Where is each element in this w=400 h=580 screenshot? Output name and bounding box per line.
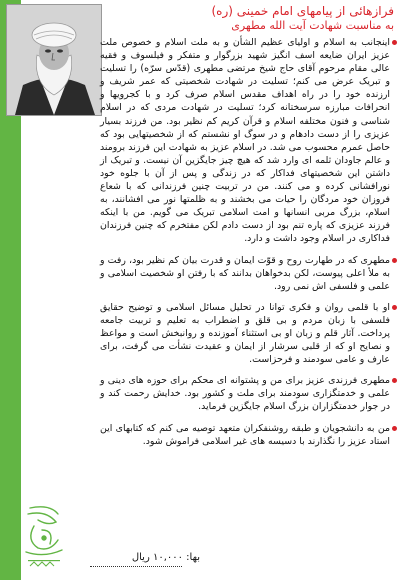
paragraph-3 bbox=[100, 301, 397, 366]
publisher-logo-icon bbox=[20, 500, 68, 572]
paragraph-text: مطهری فرزندی عزیز برای من و پشتوانه ای محکم برای حوزه های دینی و علمی و خدمتگزاری سودمند برای ملت و کشور بود. خدایش رحمت کند و در جوار خدمتگزاران بزرگ اسلام جایگزین فرماید. bbox=[100, 375, 390, 413]
paragraph-2 bbox=[100, 254, 397, 293]
header-title: فرازهائی از پیامهای امام خمینی (ره) bbox=[211, 4, 394, 18]
price-label: بها: ۱۰,۰۰۰ ریال bbox=[131, 552, 200, 563]
paragraph-5 bbox=[100, 422, 397, 448]
header-subtitle: به مناسبت شهادت آیت الله مطهری bbox=[231, 19, 394, 32]
paragraph-text: مطهری که در طهارت روح و قوّت ایمان و قدرت بیان کم نظیر بود، رفت و به ملأ اعلی پیوست، لکن بدخواهان بدانند که با رفتن او شخصیت اسلامی و علمی و فلسفی اش نمی رود. bbox=[100, 254, 390, 292]
paragraph-1 bbox=[100, 36, 397, 246]
paragraph-text: من به دانشجویان و طبقه روشنفکران متعهد توصیه می کنم که کتابهای این استاد عزیز را نگذارند با دسیسه های غیر اسلامی فراموش شود. bbox=[100, 422, 390, 447]
price-underline bbox=[90, 566, 182, 567]
paragraph-text: اینجانب به اسلام و اولیای عظیم الشأن و به ملت اسلام و خصوص ملت عزیز ایران ضایعه اسف انگیز شهید بزرگوار و متفکر و فیلسوف و فقیه عالی مقام مرحوم آقای حاج شیخ مرتضی مطهری (قدّس سرّه) را تسلیت و تبریک عرض می کنم؛ تسلیت در شهادت شخصیتی که عمر شریف و ارزنده خود را در راه اهداف مقدس اسلام صرف کرد و با کجرویها و انحرافات مبارزه سرسختانه کرد؛ تسلیت در شهادت مردی که در اسلام شناسی و فنون مختلفه اسلام و قرآن کریم کم نظیر بود. من فرزند بسیار عزیزی را از دست دادهام و در سوگ او نشستم که از شخصیتهایی بود که حاصل عمرم محسوب می شد. در اسلام عزیز به شهادت این فرزند برومند و عالم جاودان ثلمه ای وارد شد که هیچ چیز جایگزین آن نیست. و تبریک از داشتن این شخصیتهای فداکار که در زندگی و پس از آن با جلوه خود نورافشانی کرده و می کنند. من در تربیت چنین فرزندانی که با شعاع فروزان خود مردگان را حیات می بخشند و به ظلمتها نور می افشانند، به اسلام، بزرگ مربی انسانها و امت اسلامی تبریک می گویم. من با اینکه فرزند عزیزی که پاره تنم بود از دست دادم لکن مفتخرم که چنین فرزندان فداکاری در اسلام وجود داشت و دارد. bbox=[100, 37, 390, 245]
paragraph-text: او با قلمی روان و فکری توانا در تحلیل مسائل اسلامی و توضیح حقایق فلسفی با زبان مردم و بی قلق و اضطراب به تعلیم و تربیت جامعه پرداخت. آثار قلم و زبان او بی استثناء آموزنده و روانبخش است و مواعظ و نصایح او که از قلبی سرشار از ایمان و عقیدت نشأت می گرفت، برای عارف و عامی سودمند و فرحزاست. bbox=[100, 301, 390, 366]
bullet-icon bbox=[392, 40, 397, 45]
bullet-icon bbox=[392, 305, 397, 310]
bullet-icon bbox=[392, 426, 397, 431]
bullet-icon bbox=[392, 258, 397, 263]
paragraph-4 bbox=[100, 374, 397, 413]
message-content bbox=[100, 36, 397, 456]
bullet-icon bbox=[392, 378, 397, 383]
portrait-photo bbox=[6, 4, 102, 116]
